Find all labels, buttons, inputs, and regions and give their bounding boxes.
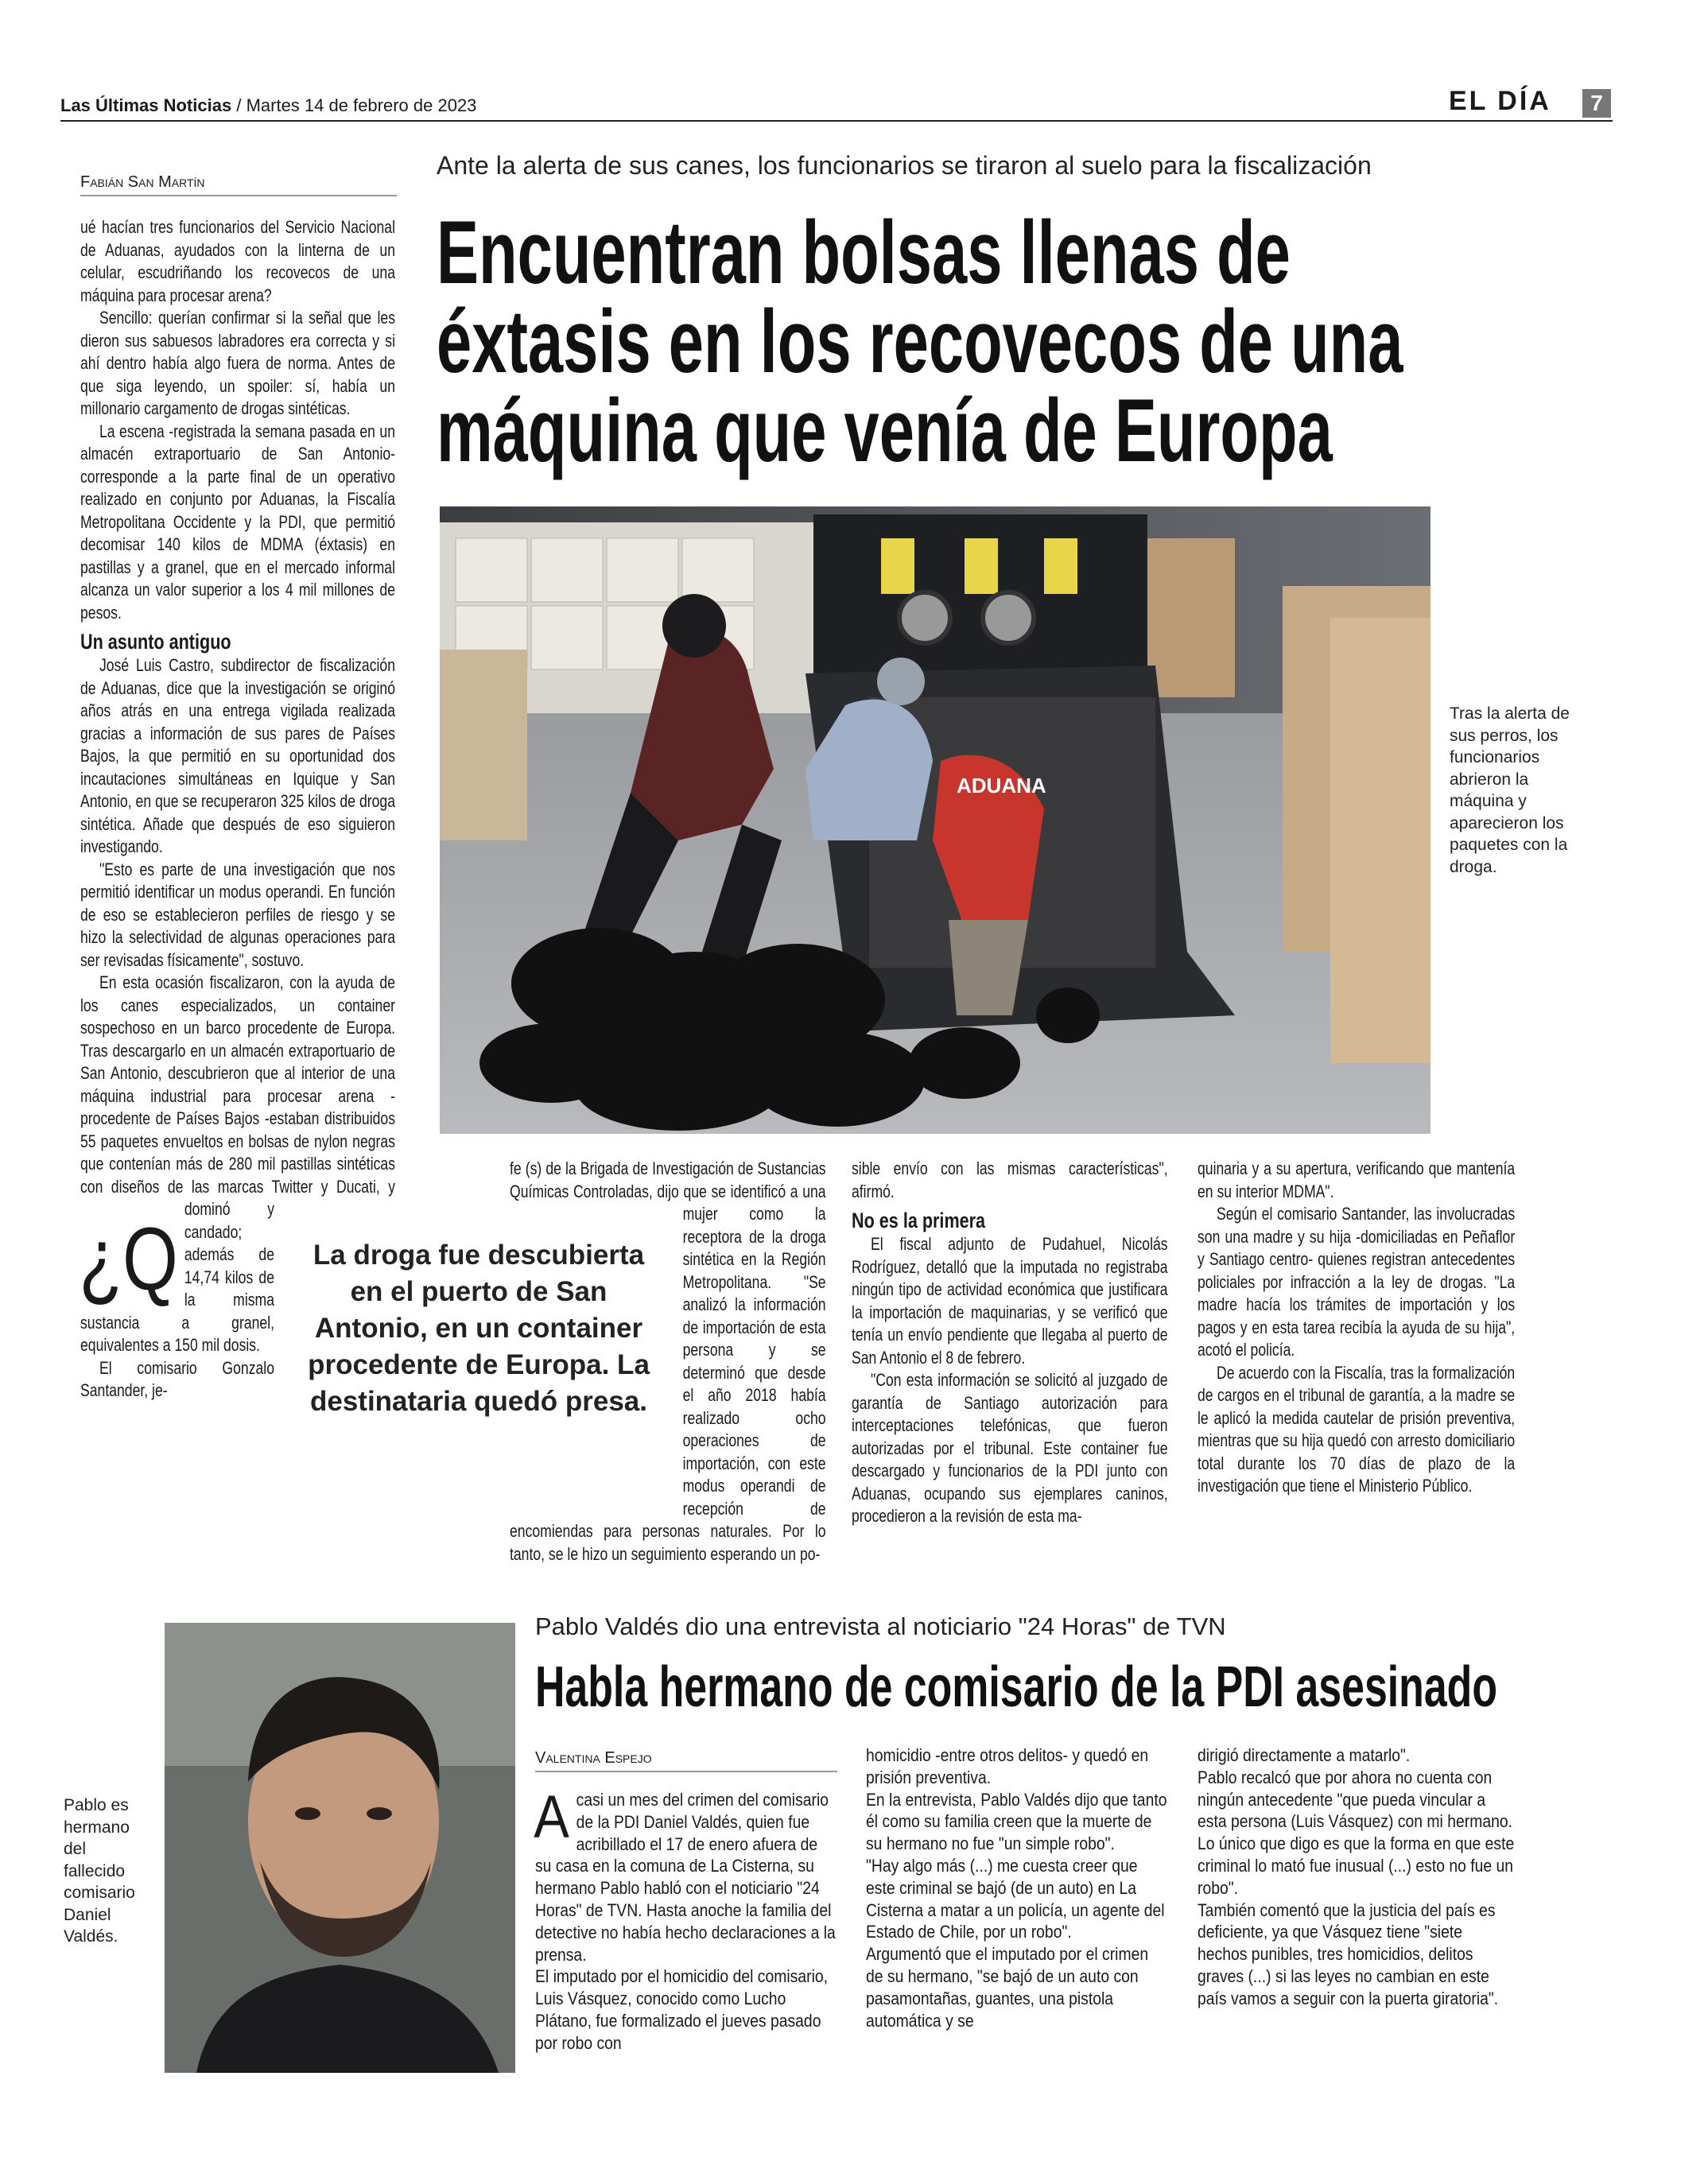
story2-column-3 [1198, 1744, 1515, 2010]
paragraph: También comentó que la justicia del país es deficiente, ya que Vásquez tiene "siete hechos punibles, tres homicidios, delitos graves (...) si las leyes no cambian en este país vamos a seguir con la puerta giratoria". [1198, 1899, 1499, 2008]
section-name: EL DÍA [1449, 86, 1551, 116]
paragraph: El fiscal adjunto de Pudahuel, Nicolás Rodríguez, detalló que la imputada no registraba ningún tipo de actividad económica que justificara la importación de maquinarias, y se verificó que tenía un envío pendiente que llegaba al puerto de San Antonio el 8 de febrero. [852, 1234, 1168, 1368]
paragraph: Sencillo: querían confirmar si la señal que les dieron sus sabuesos labradores era correcta y si ahí dentro había algo fuera de norma. Antes de que siga leyendo, un spoiler: sí, había un millonario cargamento de drogas sintéticas. [80, 308, 395, 418]
paragraph: Argumentó que el imputado por el crimen de su hermano, "se bajó de un auto con pasamontañas, guantes, una pistola automática y se [866, 1944, 1149, 2031]
paragraph: La escena -registrada la semana pasada en un almacén extraportuario de San Antonio- corresponde a la parte final de un operativo realizado en conjunto por Aduanas, la Fiscalía Metropolitana Occidente y la PDI, que permitió decomisar 140 kilos de MDMA (éxtasis) en pastillas y a granel, que en el mercado informal alcanza un valor superior a los 4 mil millones de pesos. [80, 421, 395, 623]
header-separator: / [236, 95, 242, 115]
story1-headline [437, 203, 1708, 480]
subheading: No es la primera [852, 1209, 986, 1232]
paragraph: "Esto es parte de una investigación que nos permitió identificar un modus operandi. En función de eso se establecieron perfiles de riesgo y se hizo la selectividad de algunas operaciones para ser revisadas físicamente", sostuvo. [80, 859, 395, 970]
story2-column-2 [866, 1744, 1168, 2031]
headline-line: máquina que venía de Europa [437, 381, 1333, 480]
paragraph: "Hay algo más (...) me cuesta creer que este criminal se bajó (de un auto) en La Cisterna a matar a un policía, un agente del Estado de Chile, por un robo". [866, 1855, 1165, 1942]
dropcap: ¿Q [79, 1209, 178, 1309]
newspaper-name: Las Últimas Noticias [60, 95, 232, 115]
paragraph: "Con esta información se solicitó al juzgado de garantía de Santiago autorización para interceptaciones telefónicas, que fueron autorizadas por el tribunal. Este container fue descargado y funcionarios de la PDI junto con Aduanas, ocupando sus ejemplares caninos, procedieron a la revisión de esta ma- [852, 1370, 1168, 1526]
paragraph: fe (s) de la Brigada de Investigación de Sustancias Químicas Controladas, dijo que se identificó a una mujer como la receptora de la droga sintética en la Región Metropolitana. "Se analizó la información de importación de esta persona y se determinó que desde el año 2018 había realizado ocho operaciones de importación, con este modus operandi de recepción de encomiendas para personas naturales. Por lo tanto, se le hizo un seguimiento esperando un po- [510, 1158, 826, 1564]
header-date: Martes 14 de febrero de 2023 [246, 95, 477, 115]
headline-text: Habla hermano de comisario de la PDI asesinado [535, 1655, 1498, 1719]
pull-quote: La droga fue descubierta en el puerto de San Antonio, en un container procedente de Europa. La destinataria quedó presa. [308, 1240, 650, 1417]
headline-line: Encuentran bolsas llenas de [437, 203, 1291, 302]
page-header [60, 95, 476, 116]
story2-column-1 [534, 1783, 837, 2055]
warehouse-photo [440, 506, 1430, 1134]
paragraph: quinaria y a su apertura, verificando que mantenía en su interior MDMA". [1198, 1158, 1516, 1201]
story1-column-4 [1198, 1158, 1515, 1498]
paragraph: ué hacían tres funcionarios del Servicio Nacional de Aduanas, ayudados con la linterna de un celular, escudriñando los recovecos de una máquina para procesar arena? [80, 217, 395, 305]
paragraph: Según el comisario Santander, las involucradas son una madre y su hija -domiciliadas en Peñaflor y Santiago centro- quienes registran antecedentes policiales por infracción a la ley de drogas. "La madre hacía los trámites de importación y los pagos y en esta tarea recibía la ayuda de su hija", acotó el policía. [1198, 1204, 1516, 1360]
paragraph: De acuerdo con la Fiscalía, tras la formalización de cargos en el tribunal de garantía, a la madre se le aplicó la medida cautelar de prisión preventiva, mientras que su hija quedó con arresto domiciliario total durante los 70 días de plazo de la investigación que tiene el Ministerio Público. [1198, 1362, 1516, 1496]
story2-kicker: Pablo Valdés dio una entrevista al noticiario "24 Horas" de TVN [535, 1612, 1226, 1640]
paragraph: casi un mes del crimen del comisario de la PDI Daniel Valdés, quien fue acribillado el 17 de enero afuera de su casa en la comuna de La Cisterna, su hermano Pablo habló con el noticiario "24 Horas" de TVN. Hasta anoche la familia del detective no había hecho declaraciones a la prensa. [535, 1790, 836, 1965]
paragraph: En la entrevista, Pablo Valdés dijo que tanto él como su familia creen que la muerte de su hermano no fue "un simple robo". [866, 1789, 1167, 1854]
story1-column-3 [852, 1158, 1168, 1528]
portrait-photo [165, 1623, 515, 2073]
story2-headline [535, 1655, 1708, 1719]
story2-photo-caption: Pablo es hermano del fallecido comisario Daniel Valdés. [64, 1796, 135, 1946]
story1-byline: Fabián San Martín [80, 173, 397, 196]
paragraph: El comisario Gonzalo Santander, je- [80, 1357, 274, 1400]
header-rule [60, 120, 1613, 122]
paragraph: En esta ocasión fiscalizaron, con la ayuda de los canes especializados, un container sospechoso en un barco procedente de Europa. Tras descargarlo en un almacén extraportuario de San Antonio, descubrieron que al interior de una máquina industrial para procesar arena -procedente de Países Bajos -estaban distribuidos 55 paquetes envueltos en bolsas de nylon negras que contenían más de 280 mil pastillas sintéticas con diseños de las marcas Twitter y Ducati, y dominó y candado; además de 14,74 kilos de la misma sustancia a granel, equivalentes a 150 mil dosis. [80, 972, 395, 1355]
paragraph: José Luis Castro, subdirector de fiscalización de Aduanas, dice que la investigación se originó años atrás en una entrega vigilada realizada gracias a información de sus pares de Países Bajos, la que permitió en su oportunidad dos incautaciones simultáneas en Iquique y San Antonio, en que se recuperaron 325 kilos de droga sintética. Añade que después de eso siguieron investigando. [80, 655, 395, 856]
story1-photo-caption: Tras la alerta de sus perros, los funcionarios abrieron la máquina y aparecieron los paquetes con la droga. [1450, 704, 1570, 876]
story1-kicker: Ante la alerta de sus canes, los funcionarios se tiraron al suelo para la fiscalización [437, 151, 1372, 180]
paragraph: sible envío con las mismas características", afirmó. [852, 1158, 1168, 1201]
headline-line: éxtasis en los recovecos de una [437, 292, 1403, 391]
dropcap: A [534, 1783, 569, 1851]
story2-byline: Valentina Espejo [535, 1749, 837, 1772]
paragraph: homicidio -entre otros delitos- y quedó en prisión preventiva. [866, 1745, 1149, 1787]
paragraph: dirigió directamente a matarlo". [1198, 1745, 1411, 1765]
subheading: Un asunto antiguo [80, 630, 231, 654]
paragraph: Pablo recalcó que por ahora no cuenta con ningún antecedente "que pueda vincular a esta persona (Luis Vásquez) con mi hermano. Lo único que digo es que la forma en que este criminal lo mató fue inusual (...) esto no fue un robo". [1198, 1767, 1515, 1898]
page-number: 7 [1582, 89, 1611, 118]
paragraph: El imputado por el homicidio del comisario, Luis Vásquez, conocido como Lucho Plátano, fue formalizado el jueves pasado por robo con [535, 1966, 829, 2053]
vest-label: ADUANA [957, 774, 1046, 797]
